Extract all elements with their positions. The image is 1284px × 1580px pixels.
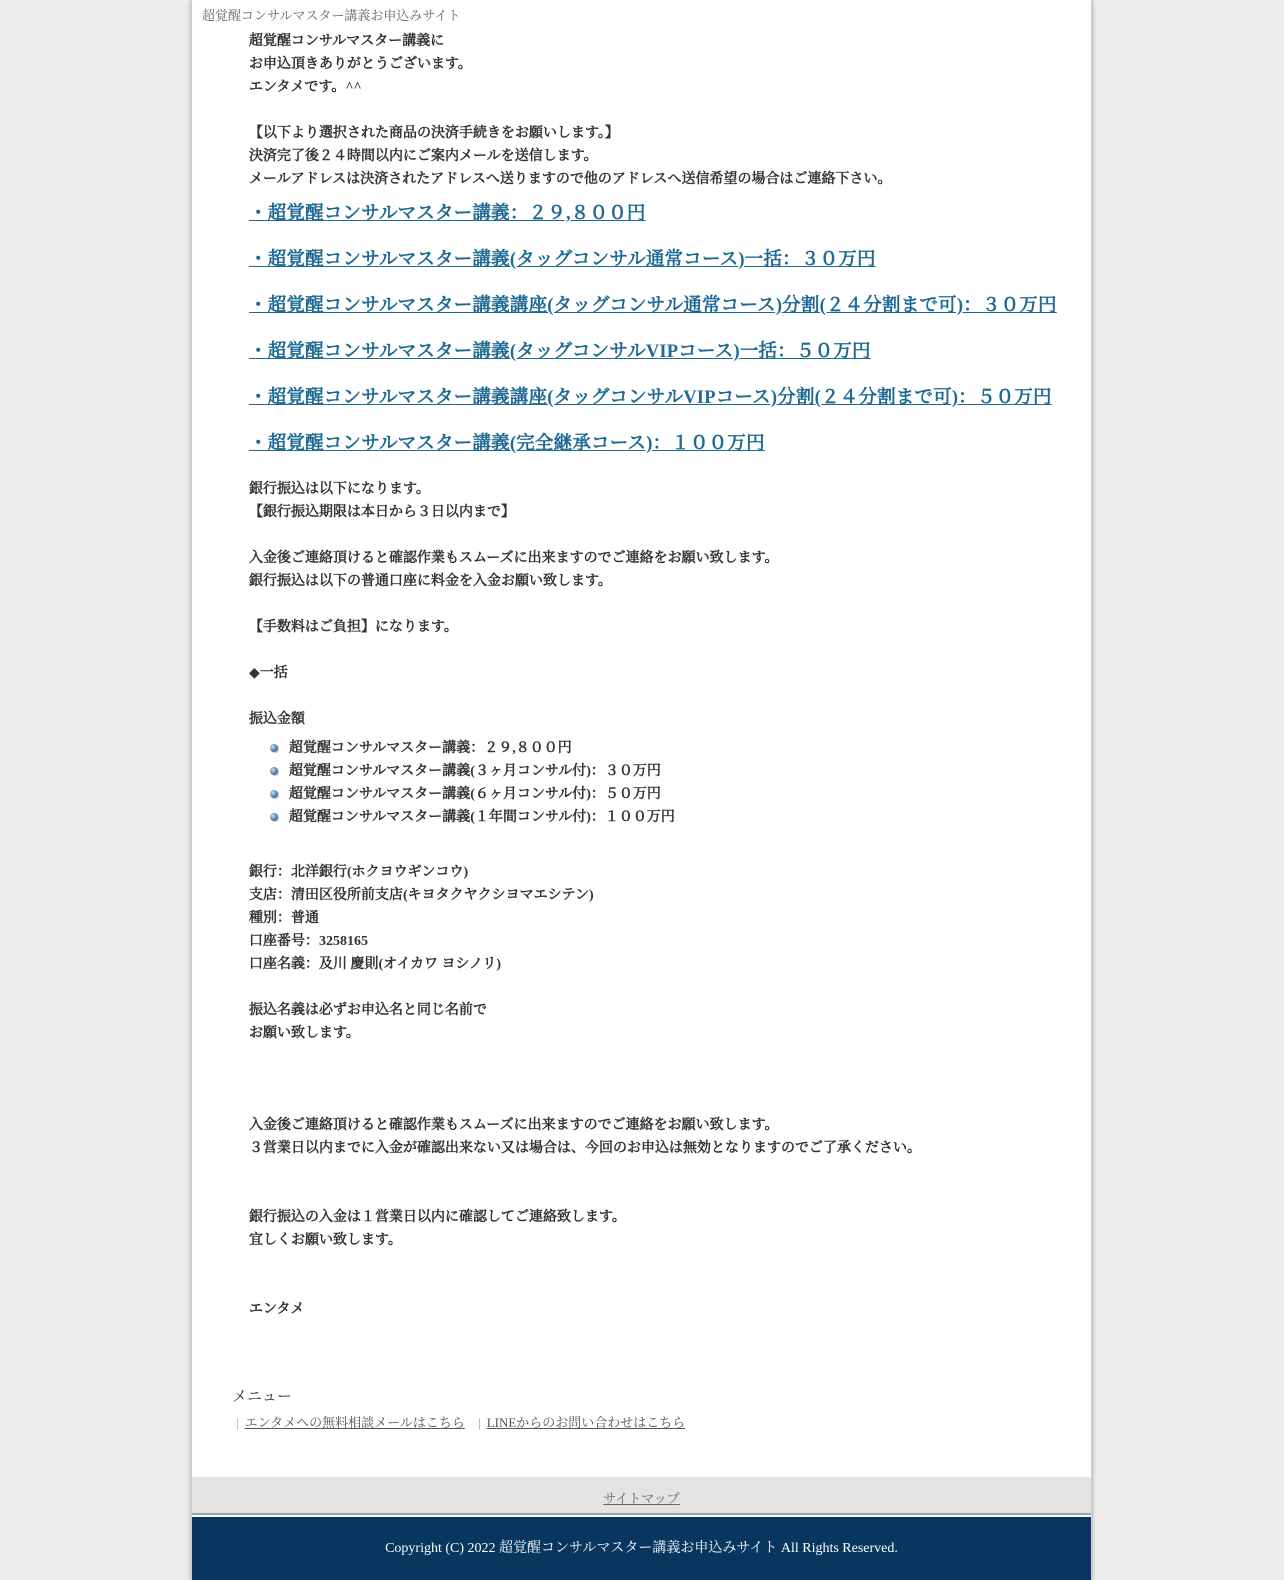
signature: エンタメ	[249, 1302, 305, 1317]
product-link-tag-vip-installment[interactable]: ・超覚醒コンサルマスター講義講座(タッグコンサルVIPコース)分割(２４分割まで可)：５０万円	[249, 388, 1052, 408]
lump-sum-heading: ◆一括	[249, 666, 288, 681]
intro-line: お申込頂きありがとうございます。	[249, 57, 472, 72]
product-link-tag-vip-lump[interactable]: ・超覚醒コンサルマスター講義(タッグコンサルVIPコース)一括：５０万円	[249, 342, 871, 362]
list-item	[269, 783, 1079, 806]
confirm-note-line: 銀行振込の入金は１営業日以内に確認してご連絡致します。	[249, 1210, 626, 1225]
site-title: 超覚醒コンサルマスター講義お申込みサイト	[202, 8, 461, 23]
instruction-line: 【以下より選択された商品の決済手続きをお願いします。】	[249, 126, 619, 141]
amount-text: 超覚醒コンサルマスター講義：２９,８００円	[289, 741, 572, 756]
account-type: 種別：普通	[249, 911, 319, 926]
menu-title: メニュー	[232, 1389, 293, 1405]
menu-links	[232, 1412, 1032, 1431]
contact-note-line: 入金後ご連絡頂けると確認作業もスムーズに出来ますのでご連絡をお願い致します。	[249, 551, 779, 566]
bullet-icon	[270, 744, 278, 752]
fee-note: 【手数料はご負担】になります。	[249, 620, 458, 635]
menu-separator: |	[236, 1415, 239, 1430]
bank-intro-line: 【銀行振込期限は本日から３日以内まで】	[249, 505, 515, 520]
name-note-line: お願い致します。	[249, 1026, 360, 1041]
product-links	[249, 202, 1079, 456]
amount-text: 超覚醒コンサルマスター講義(６ヶ月コンサル付)：５０万円	[289, 787, 661, 802]
product-link-full-succession[interactable]: ・超覚醒コンサルマスター講義(完全継承コース)：１００万円	[249, 434, 765, 454]
menu	[232, 1385, 1032, 1431]
instruction-line: メールアドレスは決済されたアドレスへ送りますので他のアドレスへ送信希望の場合はご連絡下さい。	[249, 172, 892, 187]
list-item	[269, 760, 1079, 783]
copyright: Copyright (C) 2022 超覚醒コンサルマスター講義お申込みサイト All Rights Reserved.	[192, 1517, 1091, 1580]
deadline-note-line: ３営業日以内までに入金が確認出来ない又は場合は、今回のお申込は無効となりますのでご了承ください。	[249, 1141, 921, 1156]
menu-link-free-consult[interactable]: エンタメへの無料相談メールはこちら	[244, 1415, 465, 1430]
amount-text: 超覚醒コンサルマスター講義(１年間コンサル付)：１００万円	[289, 810, 675, 825]
menu-separator: |	[478, 1415, 481, 1430]
bullet-icon	[270, 813, 278, 821]
menu-link-line-contact[interactable]: LINEからのお問い合わせはこちら	[486, 1415, 686, 1430]
list-item	[269, 737, 1079, 760]
amount-heading: 振込金額	[249, 712, 305, 727]
instruction-line: 決済完了後２４時間以内にご案内メールを送信します。	[249, 149, 598, 164]
footer-bar	[192, 1477, 1091, 1515]
intro-line: エンタメです。^^	[249, 80, 362, 95]
bullet-icon	[270, 790, 278, 798]
confirm-note-line: 宜しくお願い致します。	[249, 1233, 402, 1248]
bank-branch: 支店：清田区役所前支店(キヨタクヤクシヨマエシテン)	[249, 888, 594, 903]
product-link-tag-standard-installment[interactable]: ・超覚醒コンサルマスター講義講座(タッグコンサル通常コース)分割(２４分割まで可)：３０万円	[249, 296, 1057, 316]
main-content	[249, 30, 1079, 1321]
page-wrapper	[191, 0, 1092, 1580]
intro-line: 超覚醒コンサルマスター講義に	[249, 34, 445, 49]
name-note-line: 振込名義は必ずお申込名と同じ名前で	[249, 1003, 487, 1018]
product-link-basic[interactable]: ・超覚醒コンサルマスター講義：２９,８００円	[249, 204, 646, 224]
account-number: 口座番号：3258165	[249, 934, 368, 949]
bank-intro-line: 銀行振込は以下になります。	[249, 482, 430, 497]
sitemap-link[interactable]: サイトマップ	[603, 1491, 680, 1506]
account-holder: 口座名義：及川 慶則(オイカワ ヨシノリ)	[249, 957, 502, 972]
amount-list	[249, 737, 1079, 829]
bank-name: 銀行：北洋銀行(ホクヨウギンコウ)	[249, 865, 469, 880]
product-link-tag-standard-lump[interactable]: ・超覚醒コンサルマスター講義(タッグコンサル通常コース)一括：３０万円	[249, 250, 876, 270]
contact-note-line: 銀行振込は以下の普通口座に料金を入金お願い致します。	[249, 574, 612, 589]
list-item	[269, 806, 1079, 829]
bullet-icon	[270, 767, 278, 775]
amount-text: 超覚醒コンサルマスター講義(３ヶ月コンサル付)：３０万円	[289, 764, 661, 779]
deadline-note-line: 入金後ご連絡頂けると確認作業もスムーズに出来ますのでご連絡をお願い致します。	[249, 1118, 779, 1133]
